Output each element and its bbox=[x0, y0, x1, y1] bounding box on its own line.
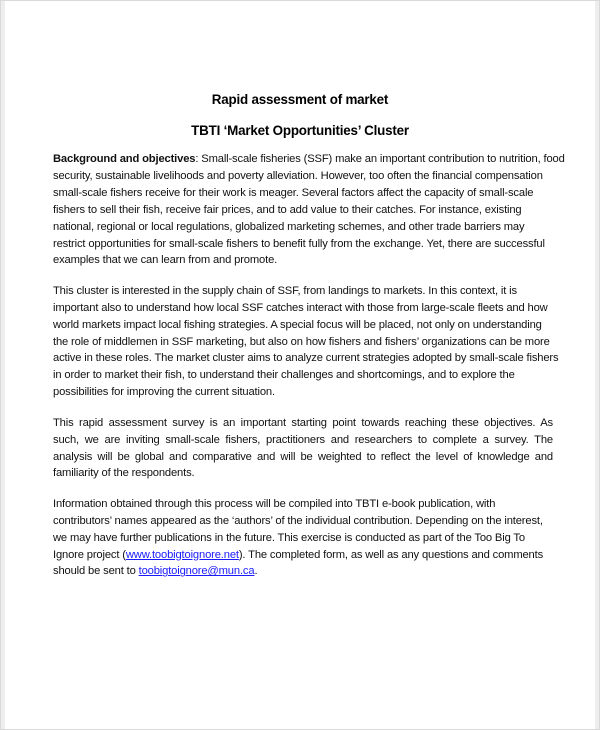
text-line: in order to market their fish, to understand their challenges and shortcomings, and to explore the bbox=[53, 369, 515, 382]
paragraph-background bbox=[53, 151, 565, 269]
text-line: active in these roles. The market cluster aims to analyze current strategies adopted by small-scale fishers bbox=[53, 352, 559, 365]
text-fragment: Ignore project ( bbox=[53, 548, 126, 561]
document-page bbox=[1, 1, 599, 729]
text-line: examples that we can learn from and promote. bbox=[53, 254, 278, 267]
email-link[interactable]: toobigtoignore@mun.ca bbox=[138, 565, 255, 578]
text-line: This rapid assessment survey is an important starting point towards reaching these objectives. As bbox=[53, 416, 553, 429]
text-line: we may have further publications in the future. This exercise is conducted as part of the Too Big To bbox=[53, 531, 525, 544]
text-line: contributors’ names appeared as the ‘authors’ of the individual contribution. Depending on the interest, bbox=[53, 514, 543, 527]
section-lead: Background and objectives bbox=[53, 153, 196, 165]
document-body bbox=[53, 151, 565, 594]
text-line: fishers to sell their fish, receive fair prices, and to add value to their catches. For instance, existing bbox=[53, 203, 522, 216]
text-line: small-scale fishers receive for their work is meager. Several factors affect the capacity of small-scale bbox=[53, 186, 534, 199]
text-line: This cluster is interested in the supply chain of SSF, from landings to markets. In this context, it is bbox=[53, 284, 517, 297]
document-title: Rapid assessment of market bbox=[211, 92, 389, 107]
text-line: Information obtained through this process will be compiled into TBTI e-book publication, with bbox=[53, 497, 496, 510]
text-line: such, we are inviting small-scale fishers, practitioners and researchers to complete a survey. The bbox=[53, 433, 553, 446]
text-line: security, sustainable livelihoods and poverty alleviation. However, too often the financial compensation bbox=[53, 169, 543, 182]
text-line: restrict opportunities for small-scale fishers to benefit fully from the exchange. Yet, there are successful bbox=[53, 237, 545, 250]
text-fragment: : Small-scale fisheries (SSF) make an important contribution to nutrition, food bbox=[195, 153, 565, 165]
text-line: the role of middlemen in SSF marketing, but also on how fishers and fishers’ organizations can be more bbox=[53, 335, 550, 348]
paragraph-publication bbox=[53, 496, 553, 581]
text-fragment: should be sent to bbox=[53, 565, 139, 578]
paragraph-cluster-focus bbox=[53, 283, 559, 401]
text-line bbox=[53, 563, 553, 580]
paragraph-survey bbox=[53, 415, 553, 483]
text-fragment: ). The completed form, as well as any questions and comments bbox=[238, 548, 544, 561]
text-line: possibilities for improving the current situation. bbox=[53, 386, 275, 399]
text-line: national, regional or local regulations, globalized marketing schemes, and other trade barriers may bbox=[53, 220, 525, 233]
text-line: familiarity of the respondents. bbox=[53, 467, 195, 480]
website-link[interactable]: www.toobigtoignore.net bbox=[125, 548, 239, 561]
text-line: analysis will be global and comparative and will be weighted to reflect the level of knowledge and bbox=[53, 450, 553, 463]
document-subtitle: TBTI ‘Market Opportunities’ Cluster bbox=[191, 123, 409, 138]
text-fragment: . bbox=[254, 565, 258, 578]
text-line bbox=[53, 547, 553, 564]
text-line: world markets impact local fishing strategies. A special focus will be placed, not only on understanding bbox=[53, 318, 542, 331]
text-line bbox=[53, 151, 565, 168]
text-line: important also to understand how local SSF catches interact with those from large-scale fleets and how bbox=[53, 301, 548, 314]
